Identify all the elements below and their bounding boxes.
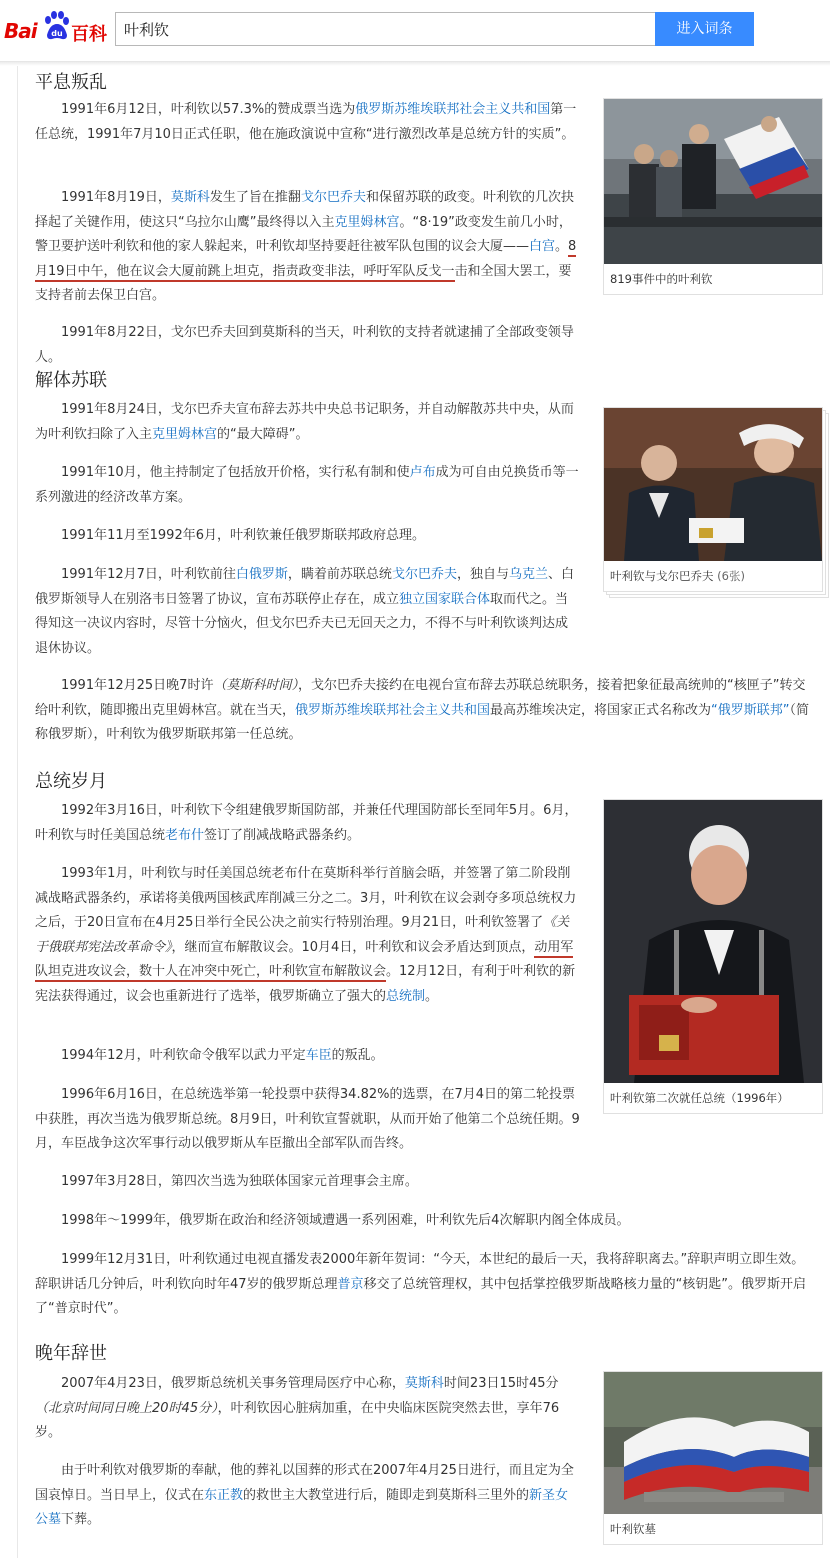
link-putin[interactable]: 普京 — [337, 1276, 364, 1292]
link-bush[interactable]: 老布什 — [165, 827, 205, 843]
figure-caption: 叶利钦与戈尔巴乔夫 (6张) — [610, 569, 745, 583]
paragraph: 2007年4月23日，俄罗斯总统机关事务管理局医疗中心称，莫斯科时间23日15时45分（北京时间同日晚上20时45分），叶利钦因心脏病加重，在中央临床医院突然去世，享年76岁。 — [35, 1376, 560, 1440]
link-white-house[interactable]: 白宫 — [529, 239, 556, 254]
figure-grave[interactable] — [603, 1371, 823, 1545]
link-rsfsr[interactable]: 俄罗斯苏维埃联邦社会主义共和国 — [295, 702, 491, 718]
link-ukraine[interactable]: 乌克兰 — [508, 567, 548, 582]
paragraph: 1998年～1999年，俄罗斯在政治和经济领域遭遇一系列困难，叶利钦先后4次解职内阁全体成员。 — [61, 1213, 630, 1228]
paragraph: 1991年12月7日，叶利钦前往白俄罗斯，瞒着前苏联总统戈尔巴乔夫，独自与乌克兰、白俄罗斯领导人在别洛韦日签署了协议，宣布苏联停止存在，成立独立国家联合体取而代之。当得知这一决议内容时，尽管十分恼火，但戈尔巴乔夫已无回天之力，不得不与叶利钦谈判达成退休协议。 — [35, 567, 574, 656]
figure-caption: 819事件中的叶利钦 — [610, 272, 713, 286]
figure-819[interactable] — [603, 98, 823, 295]
paragraph: 由于叶利钦对俄罗斯的奉献，他的葬礼以国葬的形式在2007年4月25日进行，而且定为全国哀悼日。当日早上，仪式在东正教的救世主大教堂进行后，随即走到莫斯科三里外的新圣女公墓下葬。 — [35, 1463, 574, 1527]
photo-second-inauguration — [604, 800, 822, 1083]
left-divider — [17, 66, 18, 1558]
underlined-text: 8月19日中午，他在议会大厦前跳上坦克，指责政变非法，呼吁军队反戈一 — [35, 239, 576, 282]
section-title-pingxi: 平息叛乱 — [35, 72, 107, 93]
paragraph: 1996年6月16日，在总统选举第一轮投票中获得34.82%的选票，在7月4日的第二轮投票中获胜，再次当选为俄罗斯总统。8月9日，叶利钦宣誓就职，从而开始了他第二个总统任期。9月，车臣战争这次军事行动以俄罗斯从车臣撤出全部军队而告终。 — [35, 1087, 580, 1151]
link-cis[interactable]: 独立国家联合体 — [399, 591, 491, 607]
link-rsfsr[interactable]: 俄罗斯苏维埃联邦社会主义共和国 — [355, 102, 551, 117]
underlined-text: 动用军队坦克进攻议会，数十人在冲突中死亡，叶利钦宣布解散议会 — [35, 940, 573, 983]
top-header — [0, 0, 830, 62]
photo-yeltsin-grave — [604, 1372, 822, 1514]
figure-gorbachev[interactable] — [603, 407, 823, 592]
search-input[interactable] — [115, 12, 655, 46]
logo-du-text: du — [51, 29, 63, 38]
logo-baike-text: 百科 — [71, 24, 107, 45]
paragraph: 1991年8月24日，戈尔巴乔夫宣布辞去苏共中央总书记职务，并自动解散苏共中央，从而为叶利钦扫除了入主克里姆林宫的“最大障碍”。 — [35, 402, 574, 442]
photo-yeltsin-gorbachev — [604, 408, 822, 561]
paragraph: 1991年8月19日，莫斯科发生了旨在推翻戈尔巴乔夫和保留苏联的政变。叶利钦的几次抉择起了关键作用，使这只“乌拉尔山鹰”最终得以入主克里姆林宫。“8·19”政变发生前几小时，警卫要护送叶利钦和他的家人躲起来，叶利钦却坚持要赶往被军队包围的议会大厦——白宫。8月19日中午，他在议会大厦前跳上坦克，指责政变非法，呼吁军队反戈一击和全国大罢工，要支持者前去保卫白宫。 — [35, 190, 577, 303]
link-russian-federation[interactable]: “俄罗斯联邦” — [711, 702, 790, 718]
figure-inauguration[interactable] — [603, 799, 823, 1114]
paragraph: 1997年3月28日，第四次当选为独联体国家元首理事会主席。 — [61, 1174, 418, 1189]
enter-entry-button[interactable]: 进入词条 — [655, 12, 754, 46]
logo-bai-text: Bai — [4, 19, 37, 43]
paragraph: 1991年6月12日，叶利钦以57.3%的赞成票当选为俄罗斯苏维埃联邦社会主义共和国第一任总统，1991年7月10日正式任职，他在施政演说中宣称“进行激烈改革是总统方针的实质”。 — [35, 102, 577, 142]
paragraph: 1991年11月至1992年6月，叶利钦兼任俄罗斯联邦政府总理。 — [61, 528, 425, 543]
link-gorbachev[interactable]: 戈尔巴乔夫 — [300, 190, 366, 205]
paragraph: 1994年12月，叶利钦命令俄军以武力平定车臣的叛乱。 — [61, 1048, 384, 1063]
link-ruble[interactable]: 卢布 — [409, 465, 436, 480]
link-belarus[interactable]: 白俄罗斯 — [235, 567, 288, 582]
figure-caption: 叶利钦墓 — [610, 1522, 656, 1536]
link-gorbachev[interactable]: 戈尔巴乔夫 — [391, 567, 457, 582]
photo-819-event — [604, 99, 822, 264]
header-shadow — [0, 62, 830, 66]
baidu-baike-logo[interactable] — [4, 9, 112, 49]
link-moscow[interactable]: 莫斯科 — [404, 1376, 444, 1391]
link-novodevichy[interactable]: 新圣女公墓 — [35, 1487, 569, 1527]
link-kremlin[interactable]: 克里姆林宫 — [152, 426, 218, 442]
link-moscow[interactable]: 莫斯科 — [170, 190, 210, 205]
link-chechnya[interactable]: 车臣 — [305, 1048, 332, 1063]
paragraph: 1991年10月，他主持制定了包括放开价格，实行私有制和使卢布成为可自由兑换货币等一系列激进的经济改革方案。 — [35, 465, 579, 505]
section-title-wannian: 晚年辞世 — [35, 1343, 107, 1364]
link-kremlin[interactable]: 克里姆林宫 — [334, 214, 400, 230]
section-title-zongtong: 总统岁月 — [35, 771, 107, 792]
figure-caption: 叶利钦第二次就任总统（1996年） — [610, 1091, 789, 1105]
paragraph: 1991年12月25日晚7时许（莫斯科时间），戈尔巴乔夫接约在电视台宣布辞去苏联总统职务，接着把象征最高统帅的“核匣子”转交给叶利钦，随即搬出克里姆林宫。就在当天，俄罗斯苏维埃联邦社会主义共和国最高苏维埃决定，将国家正式名称改为“俄罗斯联邦”（简称俄罗斯），叶利钦为俄罗斯联邦第一任总统。 — [35, 678, 810, 742]
link-presidential-system[interactable]: 总统制 — [386, 988, 426, 1004]
paragraph: 1991年8月22日，戈尔巴乔夫回到莫斯科的当天，叶利钦的支持者就逮捕了全部政变领导人。 — [35, 325, 574, 365]
paragraph: 1993年1月，叶利钦与时任美国总统老布什在莫斯科举行首脑会晤，并签署了第二阶段削减战略武器条约，承诺将美俄两国核武库削减三分之二。3月，叶利钦在议会剥夺多项总统权力之后，于20日宣布在4月25日举行全民公决之前实行特别治理。9月21日，叶利钦签署了《关于俄联邦宪法改革命令》，继而宣布解散议会。10月4日，叶利钦和议会矛盾达到顶点，动用军队坦克进攻议会，数十人在冲突中死亡，叶利钦宣布解散议会。12月12日，有利于叶利钦的新宪法获得通过，议会也重新进行了选举，俄罗斯确立了强大的总统制。 — [35, 866, 577, 1004]
link-orthodox[interactable]: 东正教 — [204, 1487, 244, 1503]
paw-icon — [42, 11, 70, 41]
paragraph: 1992年3月16日，叶利钦下令组建俄罗斯国防部，并兼任代理国防部长至同年5月。6月，叶利钦与时任美国总统老布什签订了削减战略武器条约。 — [35, 803, 578, 843]
paragraph: 1999年12月31日，叶利钦通过电视直播发表2000年新年贺词：“今天，本世纪的最后一天，我将辞职离去。”辞职声明立即生效。辞职讲话几分钟后，叶利钦向时年47岁的俄罗斯总理普京移交了总统管理权，其中包括掌控俄罗斯战略核力量的“核钥匙”。俄罗斯开启了“普京时代”。 — [35, 1252, 807, 1316]
section-title-jieti: 解体苏联 — [35, 370, 107, 391]
